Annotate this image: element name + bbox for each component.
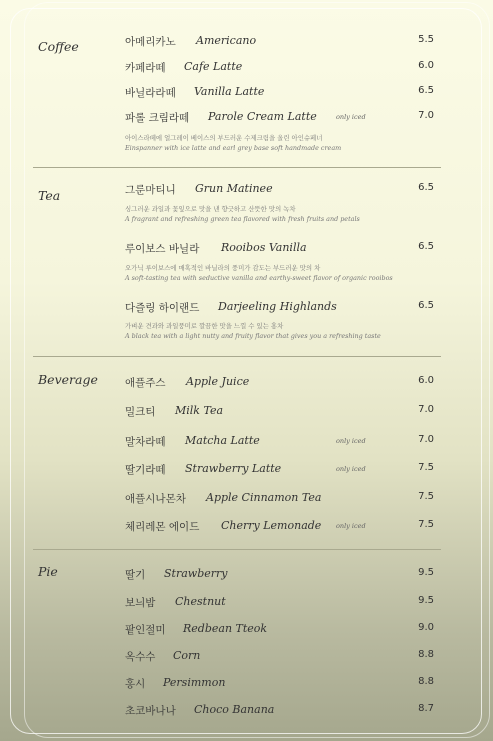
item-name-en: Parole Cream Latte — [208, 110, 317, 123]
item-price: 5.5 — [418, 34, 434, 45]
menu-item-cafe-latte — [0, 60, 493, 76]
item-name-en: Cafe Latte — [184, 60, 243, 73]
item-name-en: Milk Tea — [175, 404, 224, 417]
item-name-kr: 아메리카노 — [125, 36, 176, 48]
item-price: 6.5 — [418, 182, 434, 193]
item-price: 7.0 — [418, 434, 434, 445]
item-name-kr: 말차라떼 — [125, 436, 166, 448]
menu-item-darjeeling-highlands — [0, 300, 493, 316]
menu-item-corn-pie — [0, 649, 493, 665]
menu-item-rooibos-vanilla — [0, 241, 493, 257]
item-price: 8.8 — [418, 649, 434, 660]
item-description-en: A fragrant and refreshing green tea flavored with fresh fruits and petals — [125, 215, 360, 223]
menu-item-grun-matinee — [0, 182, 493, 198]
item-name-en: Apple Juice — [186, 375, 250, 388]
item-description-en: A black tea with a light nutty and fruity flavor that gives you a refreshing taste — [125, 332, 381, 340]
menu-item-parole-cream-latte — [0, 110, 493, 126]
item-note: only iced — [336, 113, 366, 121]
item-name-kr: 체리레몬 에이드 — [125, 521, 200, 533]
item-name-en: Chestnut — [175, 595, 226, 608]
menu-item-cherry-lemonade — [0, 519, 493, 535]
item-name-en: Cherry Lemonade — [221, 519, 322, 532]
menu-item-redbean-tteok-pie — [0, 622, 493, 638]
item-description-en: Einspanner with ice latte and earl grey base soft handmade cream — [125, 144, 342, 152]
item-name-kr: 애플주스 — [125, 377, 166, 389]
item-name-kr: 애플시나몬차 — [125, 493, 186, 505]
section-title-beverage: Beverage — [38, 372, 98, 387]
section-divider — [33, 167, 441, 168]
menu-item-strawberry-latte — [0, 462, 493, 478]
menu-item-milk-tea — [0, 404, 493, 420]
item-name-en: Persimmon — [163, 676, 226, 689]
item-name-kr: 초코바나나 — [125, 705, 176, 717]
menu-item-apple-cinnamon-tea — [0, 491, 493, 507]
menu-item-choco-banana-pie — [0, 703, 493, 719]
item-name-kr: 다즐링 하이랜드 — [125, 302, 200, 314]
item-price: 6.5 — [418, 241, 434, 252]
item-name-kr: 딸기라떼 — [125, 464, 166, 476]
menu-item-vanilla-latte — [0, 85, 493, 101]
item-price: 9.0 — [418, 622, 434, 633]
section-title-coffee: Coffee — [38, 39, 79, 54]
item-name-kr: 루이보스 바닐라 — [125, 243, 200, 255]
menu-item-chestnut-pie — [0, 595, 493, 611]
item-description-kr: 아이스라떼에 얼그레이 베이스의 부드러운 수제크림을 올린 아인슈페너 — [125, 134, 323, 142]
item-name-en: Grun Matinee — [195, 182, 273, 195]
item-name-kr: 그룬마티니 — [125, 184, 176, 196]
menu-item-persimmon-pie — [0, 676, 493, 692]
item-price: 6.5 — [418, 85, 434, 96]
item-name-kr: 밀크티 — [125, 406, 156, 418]
item-note: only iced — [336, 465, 366, 473]
item-description-kr: 가벼운 견과와 과일풍미로 깔끔한 맛을 느낄 수 있는 홍차 — [125, 322, 284, 330]
item-name-kr: 딸기 — [125, 569, 146, 581]
item-name-kr: 홍시 — [125, 678, 146, 690]
menu-item-strawberry-pie — [0, 567, 493, 583]
item-price: 8.8 — [418, 676, 434, 687]
item-name-en: Strawberry Latte — [185, 462, 282, 475]
item-name-en: Redbean Tteok — [183, 622, 268, 635]
item-description-kr: 오가닉 루이보스에 매혹적인 바닐라의 풍미가 감도는 부드러운 맛의 차 — [125, 264, 321, 272]
item-price: 7.5 — [418, 462, 434, 473]
item-price: 6.0 — [418, 375, 434, 386]
item-name-kr: 팥인절미 — [125, 624, 166, 636]
menu-item-apple-juice — [0, 375, 493, 391]
section-divider — [33, 356, 441, 357]
item-name-kr: 옥수수 — [125, 651, 156, 663]
item-price: 7.0 — [418, 404, 434, 415]
item-name-en: Rooibos Vanilla — [221, 241, 307, 254]
section-title-pie: Pie — [38, 564, 58, 579]
item-price: 9.5 — [418, 595, 434, 606]
item-name-kr: 바닐라라떼 — [125, 87, 176, 99]
item-name-en: Vanilla Latte — [194, 85, 265, 98]
item-name-kr: 보늬밤 — [125, 597, 156, 609]
menu-item-americano — [0, 34, 493, 50]
item-name-kr: 카페라떼 — [125, 62, 166, 74]
item-name-en: Corn — [173, 649, 201, 662]
item-price: 8.7 — [418, 703, 434, 714]
item-name-en: Darjeeling Highlands — [218, 300, 337, 313]
item-price: 6.5 — [418, 300, 434, 311]
item-note: only iced — [336, 522, 366, 530]
menu-item-matcha-latte — [0, 434, 493, 450]
item-name-kr: 파롤 크림라떼 — [125, 112, 190, 124]
item-price: 9.5 — [418, 567, 434, 578]
item-price: 7.0 — [418, 110, 434, 121]
item-price: 7.5 — [418, 491, 434, 502]
item-name-en: Matcha Latte — [185, 434, 260, 447]
section-divider — [33, 549, 441, 550]
item-price: 7.5 — [418, 519, 434, 530]
item-name-en: Apple Cinnamon Tea — [206, 491, 322, 504]
item-name-en: Choco Banana — [194, 703, 275, 716]
item-price: 6.0 — [418, 60, 434, 71]
item-name-en: Americano — [196, 34, 257, 47]
item-description-en: A soft-tasting tea with seductive vanilla and earthy-sweet flavor of organic rooibos — [125, 274, 393, 282]
item-name-en: Strawberry — [164, 567, 228, 580]
item-description-kr: 싱그러운 과일과 꽃잎으로 맛을 낸 향긋하고 산뜻한 맛의 녹차 — [125, 205, 296, 213]
section-title-tea: Tea — [38, 188, 61, 203]
item-note: only iced — [336, 437, 366, 445]
